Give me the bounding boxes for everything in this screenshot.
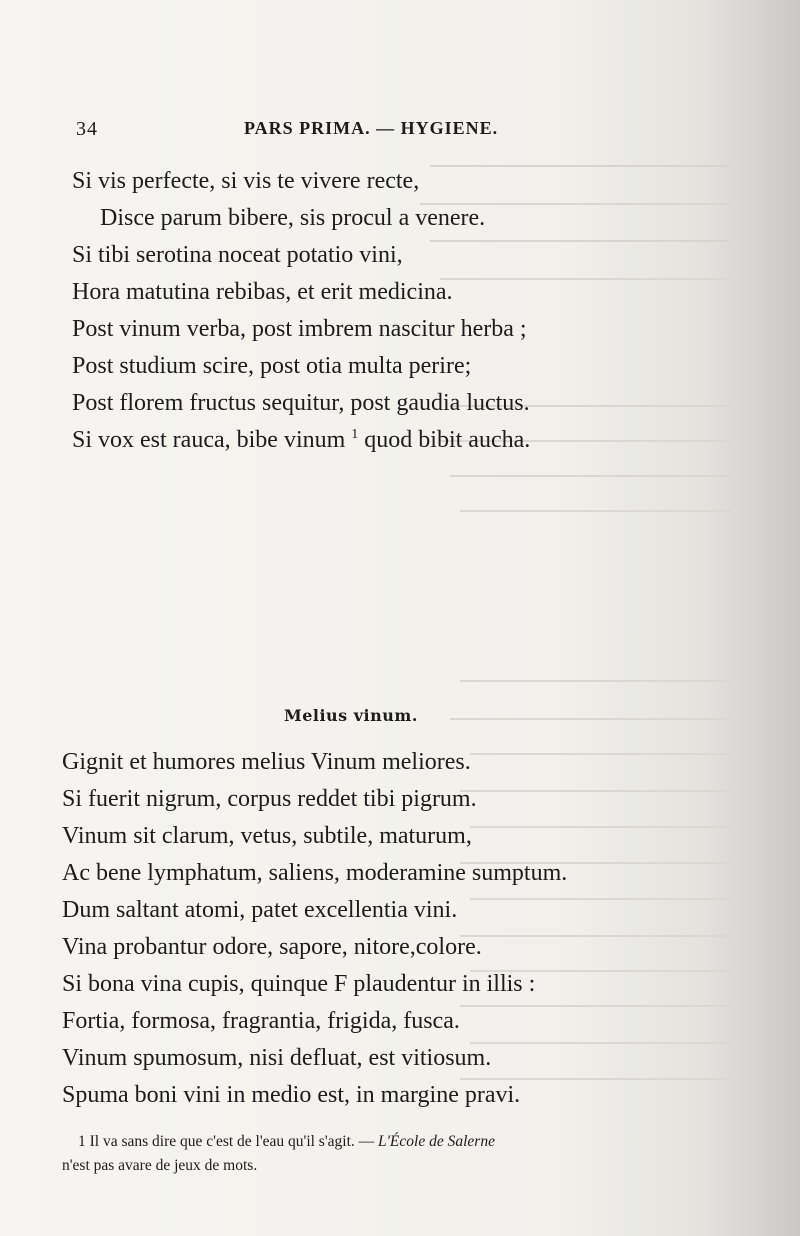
footnote-text-continued: n'est pas avare de jeux de mots. <box>62 1157 258 1174</box>
verse-line: Vinum sit clarum, vetus, subtile, maturum, <box>62 823 472 849</box>
page-number: 34 <box>76 118 98 140</box>
verse-line: Si vis perfecte, si vis te vivere recte, <box>72 168 420 194</box>
running-head: PARS PRIMA. — HYGIENE. <box>244 118 499 138</box>
verse-line: Dum saltant atomi, patet excellentia vini. <box>62 897 458 923</box>
section-title: Melius vinum. <box>284 706 418 725</box>
verse-line: Gignit et humores melius Vinum meliores. <box>62 749 471 775</box>
footnote-number: 1 <box>78 1133 86 1150</box>
footnote <box>62 1130 662 1178</box>
verse-line: Vina probantur odore, sapore, nitore,colore. <box>62 934 482 960</box>
verse-line: Post studium scire, post otia multa perire; <box>72 353 472 379</box>
verse-line: Fortia, formosa, fragrantia, frigida, fusca. <box>62 1008 460 1034</box>
verse-block-melius-vinum <box>62 744 567 1114</box>
verse-line: Si bona vina cupis, quinque F plaudentur in illis : <box>62 971 536 997</box>
footnote-marker: 1 <box>351 427 359 442</box>
verse-text: Si vox est rauca, bibe vinum <box>72 427 352 453</box>
verse-text: quod bibit aucha. <box>358 427 531 453</box>
verse-line: Si tibi serotina noceat potatio vini, <box>72 242 403 268</box>
footnote-source: L'École de Salerne <box>378 1133 495 1150</box>
verse-line: Si fuerit nigrum, corpus reddet tibi pigrum. <box>62 786 477 812</box>
verse-line: Ac bene lymphatum, saliens, moderamine sumptum. <box>62 860 568 886</box>
verse-block-top <box>72 163 530 459</box>
page-header <box>76 118 536 144</box>
footnote-text: Il va sans dire que c'est de l'eau qu'il s'agit. — <box>85 1133 378 1150</box>
verse-line: Post vinum verba, post imbrem nascitur herba ; <box>72 316 527 342</box>
verse-line: Hora matutina rebibas, et erit medicina. <box>72 279 453 305</box>
verse-line: Post florem fructus sequitur, post gaudia luctus. <box>72 390 530 416</box>
verse-line: Disce parum bibere, sis procul a venere. <box>100 205 486 231</box>
verse-line: Vinum spumosum, nisi defluat, est vitiosum. <box>62 1045 492 1071</box>
verse-line-with-footnote <box>72 422 530 459</box>
verse-line: Spuma boni vini in medio est, in margine pravi. <box>62 1082 521 1108</box>
